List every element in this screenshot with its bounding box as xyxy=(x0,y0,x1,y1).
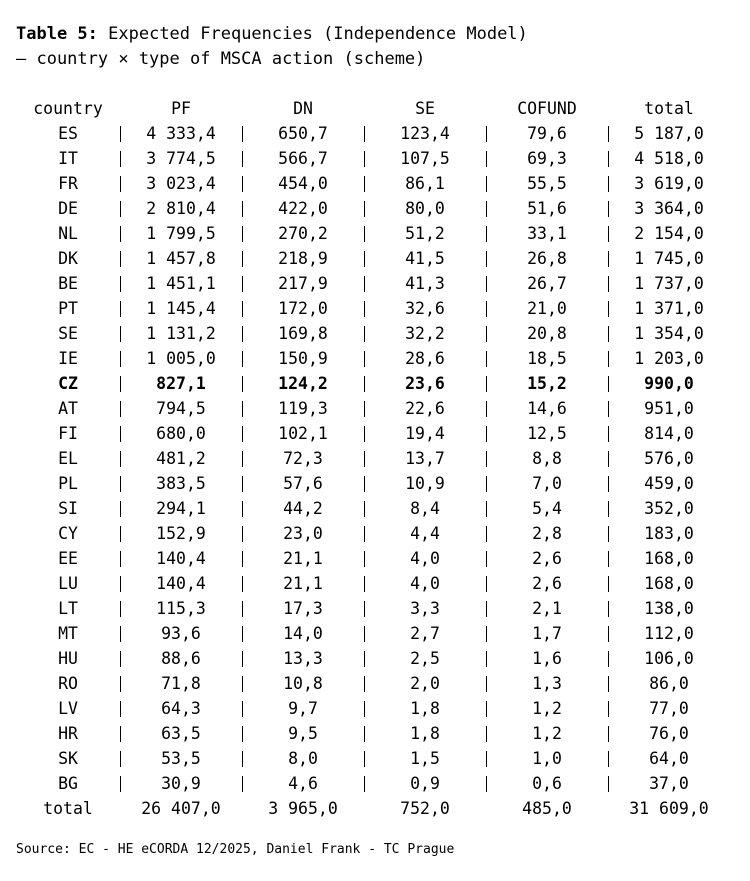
dn-cell: 13,3 xyxy=(242,646,364,671)
country-cell: RO xyxy=(58,674,78,693)
total-cell: 4 518,0 xyxy=(608,146,730,171)
cofund-cell: 26,8 xyxy=(486,246,608,271)
total-cell: 106,0 xyxy=(608,646,730,671)
total-cell: 112,0 xyxy=(608,621,730,646)
dn-cell: 172,0 xyxy=(242,296,364,321)
total-cell: 576,0 xyxy=(608,446,730,471)
cofund-cell: 33,1 xyxy=(486,221,608,246)
se-cell: 2,7 xyxy=(364,621,486,646)
cofund-cell: 69,3 xyxy=(486,146,608,171)
dn-cell: 169,8 xyxy=(242,321,364,346)
pf-cell: 1 005,0 xyxy=(120,346,242,371)
cofund-cell: 21,0 xyxy=(486,296,608,321)
country-cell: LT xyxy=(58,599,78,618)
pf-cell: 794,5 xyxy=(120,396,242,421)
country-cell: CY xyxy=(58,524,78,543)
totals-row xyxy=(16,796,730,821)
total-cell: 76,0 xyxy=(608,721,730,746)
se-cell: 32,6 xyxy=(364,296,486,321)
total-grand: 31 609,0 xyxy=(629,799,709,818)
dn-cell: 218,9 xyxy=(242,246,364,271)
pf-cell: 140,4 xyxy=(120,571,242,596)
dn-cell: 119,3 xyxy=(242,396,364,421)
pf-cell: 1 131,2 xyxy=(120,321,242,346)
cofund-cell: 1,3 xyxy=(486,671,608,696)
se-cell: 123,4 xyxy=(364,121,486,146)
table-row xyxy=(16,271,730,296)
cofund-cell: 1,6 xyxy=(486,646,608,671)
pf-cell: 53,5 xyxy=(120,746,242,771)
table-row xyxy=(16,246,730,271)
column-header-total: total xyxy=(644,99,694,118)
cofund-cell: 1,2 xyxy=(486,721,608,746)
table-body xyxy=(16,121,730,796)
country-cell: LU xyxy=(58,574,78,593)
column-header-pf: PF xyxy=(171,99,191,118)
se-cell: 0,9 xyxy=(364,771,486,796)
table-row xyxy=(16,671,730,696)
se-cell: 23,6 xyxy=(364,371,486,396)
se-cell: 41,5 xyxy=(364,246,486,271)
table-row xyxy=(16,296,730,321)
cofund-cell: 2,6 xyxy=(486,571,608,596)
total-cell: 1 737,0 xyxy=(608,271,730,296)
dn-cell: 422,0 xyxy=(242,196,364,221)
dn-cell: 566,7 xyxy=(242,146,364,171)
pf-cell: 680,0 xyxy=(120,421,242,446)
header-row xyxy=(16,96,730,121)
country-cell: HR xyxy=(58,724,78,743)
se-cell: 41,3 xyxy=(364,271,486,296)
column-header-se: SE xyxy=(415,99,435,118)
se-cell: 28,6 xyxy=(364,346,486,371)
country-cell: FI xyxy=(58,424,78,443)
total-cell: 37,0 xyxy=(608,771,730,796)
dn-cell: 102,1 xyxy=(242,421,364,446)
cofund-cell: 14,6 xyxy=(486,396,608,421)
cofund-cell: 51,6 xyxy=(486,196,608,221)
dn-cell: 650,7 xyxy=(242,121,364,146)
cofund-cell: 26,7 xyxy=(486,271,608,296)
country-cell: SK xyxy=(58,749,78,768)
caption-line-1 xyxy=(16,22,528,47)
dn-cell: 454,0 xyxy=(242,171,364,196)
table-row xyxy=(16,346,730,371)
table-row xyxy=(16,371,730,396)
pf-cell: 1 799,5 xyxy=(120,221,242,246)
table-row xyxy=(16,146,730,171)
pf-cell: 383,5 xyxy=(120,471,242,496)
pf-cell: 71,8 xyxy=(120,671,242,696)
country-cell: DE xyxy=(58,199,78,218)
total-cell: 1 371,0 xyxy=(608,296,730,321)
country-cell: IT xyxy=(58,149,78,168)
country-cell: LV xyxy=(58,699,78,718)
pf-cell: 64,3 xyxy=(120,696,242,721)
dn-cell: 4,6 xyxy=(242,771,364,796)
se-cell: 2,5 xyxy=(364,646,486,671)
dn-cell: 14,0 xyxy=(242,621,364,646)
se-cell: 4,0 xyxy=(364,571,486,596)
total-cell: 459,0 xyxy=(608,471,730,496)
table-row xyxy=(16,396,730,421)
total-cell: 168,0 xyxy=(608,546,730,571)
dn-cell: 72,3 xyxy=(242,446,364,471)
cofund-cell: 8,8 xyxy=(486,446,608,471)
total-cell: 138,0 xyxy=(608,596,730,621)
table-row xyxy=(16,571,730,596)
table-row xyxy=(16,471,730,496)
country-cell: SI xyxy=(58,499,78,518)
se-cell: 86,1 xyxy=(364,171,486,196)
se-cell: 22,6 xyxy=(364,396,486,421)
total-cell: 352,0 xyxy=(608,496,730,521)
dn-cell: 21,1 xyxy=(242,546,364,571)
table-row xyxy=(16,596,730,621)
table-row xyxy=(16,496,730,521)
total-cell: 1 203,0 xyxy=(608,346,730,371)
total-cell: 814,0 xyxy=(608,421,730,446)
cofund-cell: 18,5 xyxy=(486,346,608,371)
cofund-cell: 1,0 xyxy=(486,746,608,771)
cofund-cell: 2,8 xyxy=(486,521,608,546)
table-row xyxy=(16,196,730,221)
se-cell: 51,2 xyxy=(364,221,486,246)
dn-cell: 21,1 xyxy=(242,571,364,596)
se-cell: 107,5 xyxy=(364,146,486,171)
se-cell: 10,9 xyxy=(364,471,486,496)
total-cell: 183,0 xyxy=(608,521,730,546)
total-cell: 1 745,0 xyxy=(608,246,730,271)
total-cell: 3 619,0 xyxy=(608,171,730,196)
total-se: 752,0 xyxy=(400,799,450,818)
table-row xyxy=(16,646,730,671)
table-row xyxy=(16,321,730,346)
cofund-cell: 2,6 xyxy=(486,546,608,571)
pf-cell: 294,1 xyxy=(120,496,242,521)
table-row xyxy=(16,121,730,146)
country-cell: PT xyxy=(58,299,78,318)
source-note: Source: EC - HE eCORDA 12/2025, Daniel Frank - TC Prague xyxy=(16,842,455,857)
table-row xyxy=(16,521,730,546)
se-cell: 3,3 xyxy=(364,596,486,621)
total-dn: 3 965,0 xyxy=(268,799,338,818)
se-cell: 80,0 xyxy=(364,196,486,221)
cofund-cell: 7,0 xyxy=(486,471,608,496)
caption-line-2: – country × type of MSCA action (scheme) xyxy=(16,49,426,69)
total-cell: 5 187,0 xyxy=(608,121,730,146)
dn-cell: 44,2 xyxy=(242,496,364,521)
pf-cell: 152,9 xyxy=(120,521,242,546)
se-cell: 32,2 xyxy=(364,321,486,346)
country-cell: EE xyxy=(58,549,78,568)
total-cell: 3 364,0 xyxy=(608,196,730,221)
total-cell: 990,0 xyxy=(608,371,730,396)
country-cell: HU xyxy=(58,649,78,668)
total-cell: 2 154,0 xyxy=(608,221,730,246)
pf-cell: 140,4 xyxy=(120,546,242,571)
dn-cell: 9,7 xyxy=(242,696,364,721)
table-row xyxy=(16,446,730,471)
caption-text: Expected Frequencies (Independence Model) xyxy=(108,24,528,44)
cofund-cell: 79,6 xyxy=(486,121,608,146)
pf-cell: 1 451,1 xyxy=(120,271,242,296)
pf-cell: 4 333,4 xyxy=(120,121,242,146)
dn-cell: 124,2 xyxy=(242,371,364,396)
total-pf: 26 407,0 xyxy=(141,799,221,818)
cofund-cell: 20,8 xyxy=(486,321,608,346)
caption-lead: Table 5: xyxy=(16,24,98,44)
column-header-cofund: COFUND xyxy=(517,99,577,118)
pf-cell: 88,6 xyxy=(120,646,242,671)
country-cell: FR xyxy=(58,174,78,193)
pf-cell: 481,2 xyxy=(120,446,242,471)
column-header-country: country xyxy=(33,99,103,118)
cofund-cell: 1,7 xyxy=(486,621,608,646)
pf-cell: 3 774,5 xyxy=(120,146,242,171)
total-cell: 1 354,0 xyxy=(608,321,730,346)
se-cell: 19,4 xyxy=(364,421,486,446)
se-cell: 1,5 xyxy=(364,746,486,771)
dn-cell: 17,3 xyxy=(242,596,364,621)
country-cell: MT xyxy=(58,624,78,643)
pf-cell: 93,6 xyxy=(120,621,242,646)
cofund-cell: 12,5 xyxy=(486,421,608,446)
table-row xyxy=(16,421,730,446)
dn-cell: 57,6 xyxy=(242,471,364,496)
dn-cell: 23,0 xyxy=(242,521,364,546)
table-row xyxy=(16,771,730,796)
dn-cell: 150,9 xyxy=(242,346,364,371)
country-cell: BG xyxy=(58,774,78,793)
country-cell: BE xyxy=(58,274,78,293)
table-row xyxy=(16,171,730,196)
pf-cell: 63,5 xyxy=(120,721,242,746)
table-row xyxy=(16,546,730,571)
cofund-cell: 0,6 xyxy=(486,771,608,796)
country-cell: ES xyxy=(58,124,78,143)
country-cell: IE xyxy=(58,349,78,368)
pf-cell: 1 457,8 xyxy=(120,246,242,271)
pf-cell: 2 810,4 xyxy=(120,196,242,221)
dn-cell: 8,0 xyxy=(242,746,364,771)
total-cell: 86,0 xyxy=(608,671,730,696)
cofund-cell: 2,1 xyxy=(486,596,608,621)
cofund-cell: 1,2 xyxy=(486,696,608,721)
pf-cell: 827,1 xyxy=(120,371,242,396)
table-row xyxy=(16,621,730,646)
total-cell: 64,0 xyxy=(608,746,730,771)
se-cell: 4,4 xyxy=(364,521,486,546)
se-cell: 8,4 xyxy=(364,496,486,521)
se-cell: 1,8 xyxy=(364,696,486,721)
country-cell: PL xyxy=(58,474,78,493)
dn-cell: 217,9 xyxy=(242,271,364,296)
pf-cell: 30,9 xyxy=(120,771,242,796)
cofund-cell: 15,2 xyxy=(486,371,608,396)
total-cell: 77,0 xyxy=(608,696,730,721)
table-row xyxy=(16,221,730,246)
table-row xyxy=(16,696,730,721)
pf-cell: 3 023,4 xyxy=(120,171,242,196)
country-cell: SE xyxy=(58,324,78,343)
pf-cell: 1 145,4 xyxy=(120,296,242,321)
column-header-dn: DN xyxy=(293,99,313,118)
dn-cell: 10,8 xyxy=(242,671,364,696)
country-cell: NL xyxy=(58,224,78,243)
totals-label: total xyxy=(43,799,93,818)
table-caption xyxy=(16,22,528,72)
total-cell: 168,0 xyxy=(608,571,730,596)
total-cofund: 485,0 xyxy=(522,799,572,818)
se-cell: 4,0 xyxy=(364,546,486,571)
table-row xyxy=(16,746,730,771)
pf-cell: 115,3 xyxy=(120,596,242,621)
expected-frequencies-table xyxy=(16,96,730,821)
country-cell: DK xyxy=(58,249,78,268)
country-cell: EL xyxy=(58,449,78,468)
table-row xyxy=(16,721,730,746)
country-cell: AT xyxy=(58,399,78,418)
se-cell: 1,8 xyxy=(364,721,486,746)
cofund-cell: 5,4 xyxy=(486,496,608,521)
dn-cell: 9,5 xyxy=(242,721,364,746)
cofund-cell: 55,5 xyxy=(486,171,608,196)
country-cell: CZ xyxy=(58,374,78,393)
se-cell: 2,0 xyxy=(364,671,486,696)
se-cell: 13,7 xyxy=(364,446,486,471)
dn-cell: 270,2 xyxy=(242,221,364,246)
total-cell: 951,0 xyxy=(608,396,730,421)
